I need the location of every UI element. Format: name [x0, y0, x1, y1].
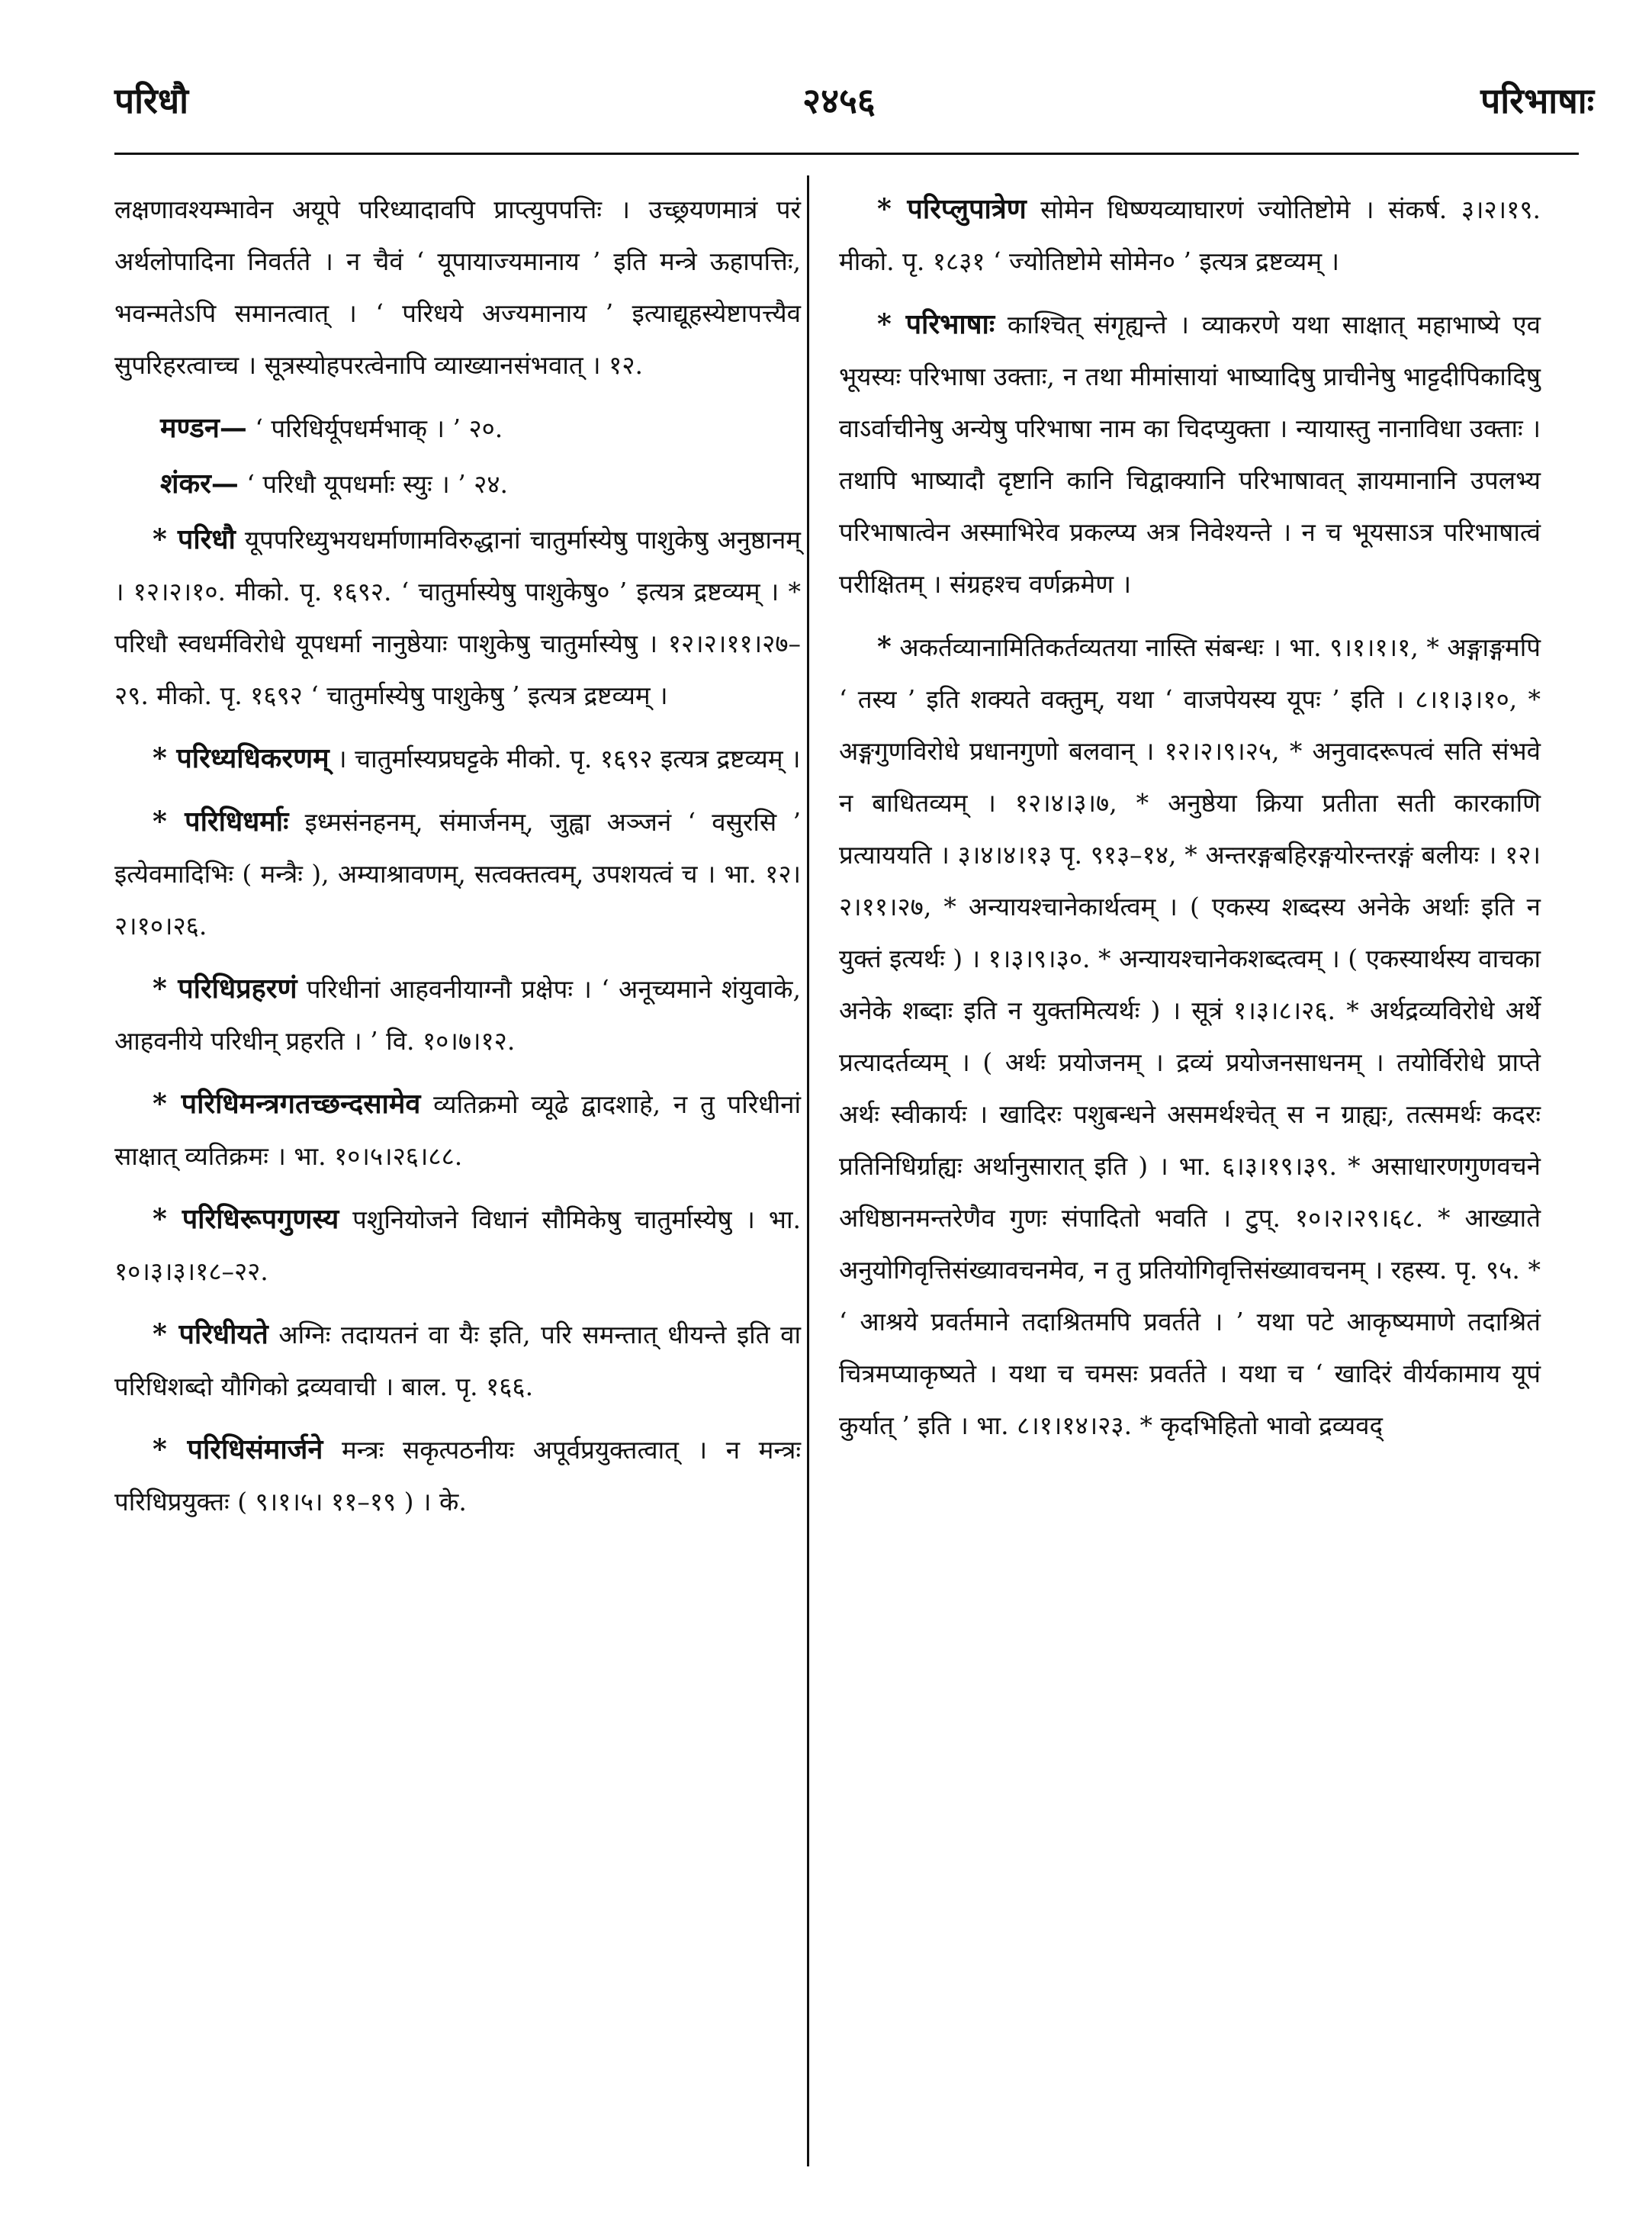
page-header — [84, 61, 1594, 130]
entry-text: अग्निः तदायतनं वा यैः इति, परि समन्तात् धीयन्ते इति वा परिधिशब्दो यौगिको द्रव्यवाची । बाल. पृ. १६६. — [114, 1320, 801, 1401]
entry-text: सोमेन धिष्ण्यव्याघारणं ज्योतिष्टोमे । संकर्ष. ३।२।१९. मीको. पृ. १८३१ ‘ ज्योतिष्टोमे सोमेन० ’ इत्यत्र द्रष्टव्यम् । — [839, 195, 1541, 276]
entry-paragraph — [839, 621, 1541, 1452]
entry-paragraph — [839, 183, 1541, 288]
header-rule — [114, 153, 1579, 155]
entry-term: * परिधौ — [153, 523, 236, 555]
page-number: २४५६ — [802, 80, 876, 121]
entry-text: यूपपरिध्युभयधर्माणामविरुद्धानां चातुर्मास्येषु पाशुकेषु अनुष्ठानम् । १२।२।१०. मीको. पृ. १६९२. ‘ चातुर्मास्येषु पाशुकेषु० ’ इत्यत्र द्रष्टव्यम् । * परिधौ स्वधर्मविरोधे यूपधर्मा नानुष्ठेयाः पाशुकेषु चातुर्मास्येषु । १२।२।११।२७–२९. मीको. पृ. १६९२ ‘ चातुर्मास्येषु पाशुकेषु ’ इत्यत्र द्रष्टव्यम् । — [114, 525, 801, 710]
entry-term: शंकर— — [160, 468, 239, 500]
entry-text: लक्षणावश्यम्भावेन अयूपे परिध्यादावपि प्राप्त्युपपत्तिः । उच्छ्रयणमात्रं परं अर्थलोपादिना निवर्तते । न चैवं ‘ यूपायाज्यमानाय ’ इति मन्त्रे ऊहापत्तिः, भवन्मतेऽपि समानत्वात् । ‘ परिधये अज्यमानाय ’ इत्याद्यूहस्येष्टापत्त्यैव सुपरिहरत्वाच्च । सूत्रस्योहपरत्वेनापि व्याख्यानसंभवात् । १२. — [114, 195, 801, 380]
entry-term: * परिभाषाः — [877, 308, 995, 340]
entry-text: काश्चित् संगृह्यन्ते । व्याकरणे यथा साक्षात् महाभाष्ये एव भूयस्यः परिभाषा उक्ताः, न तथा मीमांसायां भाष्यादिषु प्राचीनेषु भाट्टदीपिकादिषु वाऽर्वाचीनेषु अन्येषु परिभाषा नाम का चिदप्युक्ता । न्यायास्तु नानाविधा उक्ताः । तथापि भाष्यादौ दृष्टानि कानि चिद्वाक्यानि परिभाषावत् ज्ञायमानानि उपलभ्य परिभाषात्वेन अस्माभिरेव प्रकल्प्य अत्र निवेश्यन्ते । न च भूयसाऽत्र परिभाषात्वं परीक्षितम् । संग्रहश्च वर्णक्रमेण । — [839, 310, 1541, 599]
entry-term: * परिधिमन्त्रगतच्छन्दसामेव — [153, 1088, 421, 1120]
entry-paragraph — [114, 732, 801, 785]
entry-paragraph — [114, 963, 801, 1067]
entry-text: व्यतिक्रमो व्यूढे द्वादशाहे, न तु परिधीनां साक्षात् व्यतिक्रमः । भा. १०।५।२६।८८. — [114, 1089, 801, 1171]
entry-term: * परिध्यधिकरणम् — [153, 742, 329, 774]
entry-paragraph — [114, 1078, 801, 1182]
entry-term: मण्डन— — [160, 412, 247, 444]
entry-paragraph — [114, 1193, 801, 1298]
entry-text: ‘ परिधौ यूपधर्माः स्युः । ’ २४. — [238, 469, 508, 499]
entry-text: ‘ परिधिर्यूपधर्मभाक् । ’ २०. — [246, 413, 503, 443]
entry-paragraph — [114, 183, 801, 391]
entry-text: पशुनियोजने विधानं सौमिकेषु चातुर्मास्येषु । भा. १०।३।३।१८–२२. — [114, 1204, 801, 1286]
entry-paragraph — [839, 298, 1541, 610]
entry-term: * परिधिसंमार्जने — [153, 1433, 323, 1465]
left-column — [114, 183, 801, 1539]
entry-paragraph — [114, 1423, 801, 1528]
entry-text: मन्त्रः सकृत्पठनीयः अपूर्वप्रयुक्तत्वात् । न मन्त्रः परिधिप्रयुक्तः ( ९।१।५। ११–१९ ) । के. — [114, 1435, 801, 1516]
entry-paragraph — [114, 458, 801, 510]
header-left-keyword: परिधौ — [114, 80, 189, 121]
entry-term: * परिप्लुपात्रेण — [877, 193, 1027, 225]
entry-term: * परिधिरूपगुणस्य — [153, 1203, 339, 1235]
entry-paragraph — [114, 796, 801, 952]
entry-paragraph — [114, 402, 801, 455]
column-divider — [807, 175, 809, 2166]
header-right-keyword: परिभाषाः — [1480, 80, 1594, 121]
entry-text: परिधीनां आहवनीयाग्नौ प्रक्षेपः । ‘ अनूच्यमाने शंयुवाके, आहवनीये परिधीन् प्रहरति । ’ वि. १०।७।१२. — [114, 974, 802, 1056]
entry-paragraph — [114, 513, 801, 722]
entry-text: अकर्तव्यानामितिकर्तव्यतया नास्ति संबन्धः । भा. ९।१।१।१, * अङ्गाङ्गमपि ‘ तस्य ’ इति शक्यते वक्तुम्, यथा ‘ वाजपेयस्य यूपः ’ इति । ८।१।३।१०, * अङ्गगुणविरोधे प्रधानगुणो बलवान् । १२।२।९।२५, * अनुवादरूपत्वं सति संभवे न बाधितव्यम् । १२।४।३।७, * अनुष्ठेया क्रिया प्रतीता सती कारकाणि प्रत्याययति । ३।४।४।१३ पृ. ९१३–१४, * अन्तरङ्गबहिरङ्गयोरन्तरङ्गं बलीयः । १२।२।११।२७, * अन्यायश्चानेकार्थत्वम् । ( एकस्य शब्दस्य अनेके अर्थाः इति न युक्तं इत्यर्थः ) । १।३।९।३०. * अन्यायश्चानेकशब्दत्वम् । ( एकस्यार्थस्य वाचका अनेके शब्दाः इति न युक्तमित्यर्थः ) । सूत्रं १।३।८।२६. * अर्थद्रव्यविरोधे अर्थे प्रत्यादर्तव्यम् । ( अर्थः प्रयोजनम् । द्रव्यं प्रयोजनसाधनम् । तयोर्विरोधे प्राप्ते अर्थः स्वीकार्यः । खादिरः पशुबन्धने असमर्थश्चेत् स न ग्राह्यः, तत्समर्थः कदरः प्रतिनिधिर्ग्राह्यः अर्थानुसारात् इति ) । भा. ६।३।१९।३९. * असाधारणगुणवचने अधिष्ठानमन्तरेणैव गुणः संपादितो भवति । टुप्. १०।२।२९।६८. * आख्याते अनुयोगिवृत्तिसंख्यावचनमेव, न तु प्रतियोगिवृत्तिसंख्यावचनम् । रहस्य. पृ. ९५. * ‘ आश्रये प्रवर्तमाने तदाश्रितमपि प्रवर्तते । ’ यथा पटे आकृष्यमाणे तदाश्रितं चित्रमप्याकृष्यते । यथा च चमसः प्रवर्तते । यथा च ‘ खादिरं वीर्यकामाय यूपं कुर्यात् ’ इति । भा. ८।१।१४।२३. * कृदभिहितो भावो द्रव्यवद् — [839, 632, 1541, 1440]
entry-paragraph — [114, 1308, 801, 1413]
entry-term: * परिधिधर्माः — [153, 806, 289, 838]
right-column — [839, 183, 1541, 1462]
entry-term: * — [877, 631, 892, 663]
entry-term: * परिधिप्रहरणं — [153, 973, 297, 1005]
entry-text: । चातुर्मास्यप्रघट्टके मीको. पृ. १६९२ इत्यत्र द्रष्टव्यम् । — [329, 744, 801, 774]
entry-term: * परिधीयते — [153, 1318, 268, 1350]
entry-text: इध्मसंनहनम्, संमार्जनम्, जुह्वा अञ्जनं ‘ वसुरसि ’ इत्येवमादिभिः ( मन्त्रैः ), अम्याश्रावणम्, सत्वक्तत्वम्, उपशयत्वं च । भा. १२।२।१०।२६. — [114, 807, 801, 941]
